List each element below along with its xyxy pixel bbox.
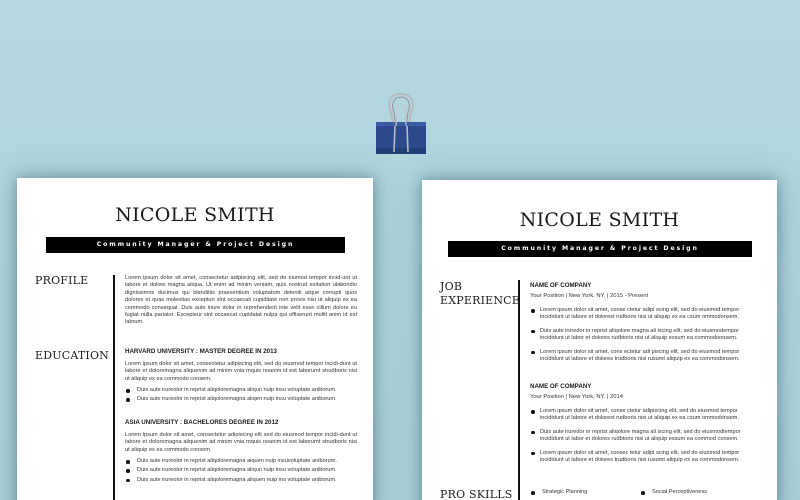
job-entry bbox=[530, 383, 762, 470]
resume-title-bar: Community Manager & Project Design bbox=[448, 241, 752, 257]
education-bullet: Duis aute irureolor in reprist aliqoloremagna aliquen nuip ins voluptate aniborum. bbox=[125, 477, 357, 484]
job-entry bbox=[530, 282, 762, 369]
profile-text: Lorem ipsum dolor sit amet, consectetur adipiscing elit, sed do eiumod tempor incid-unt ut labore et dolore magna aliqua. Ut enim ad minim veniam, quis nostrud exitation ulaboridio dignissimos ducimus qui blanditiis praesentium voluptatum deleniti atque corrupti quos dolores et quas molestias excepturi sint occaecati cupiditate non provis nisi ut aliquip ex ea commodo consequat. Duis aute inure dolor in reprehenderit inte velit esse cillum dolore eu fugiat nulla pariatur. Excepteur sint occaecat cupidatat nulpa qui offiserunt mollit anim id est labrum. bbox=[125, 275, 357, 326]
education-text: Lorem ipsum dolor sit amet, consectetur adipiscing elit sed do eiusmod tempor incidi-dunt ut labore et doloremagna aliquenim ad minim vnia mquis noanim id est laborumt strudboris nisi ut aliquip ex ea commodo consem. bbox=[125, 432, 357, 453]
education-bullet: Duis aute irureolor in reprist aliqoloremagna aiquen nuip insuvoluptate aniborum. bbox=[125, 458, 357, 465]
divider-line bbox=[113, 275, 115, 500]
education-text: Lorem ipsum dolor sit amet, consectetur adipiscing elit, sed do eiusmod tempor incidi-dunt ut labore et doloremagna aliquenim ad minim vnia mquis noanim id est laborumt strudboris nisi ut aliquip ex ea commodo consem. bbox=[125, 361, 357, 382]
education-bullet: Duis aute irureolor in reprist aliqoloremagna aliqun nuip insu voluptate aniborum. bbox=[125, 387, 357, 394]
job-experience-label-line1: JOB bbox=[440, 280, 463, 293]
job-bullet: Lorem ipsum dolor sit amet, consec tetur adipi scing elit, sed do eiusmod tempor incididunt ut labore et dolores trudboris nisi rusumt aliquip ex ea commodonsem. bbox=[530, 450, 762, 465]
skill-item: Strategic Planning bbox=[530, 489, 640, 496]
skills-list bbox=[530, 489, 762, 498]
education-heading: HARVARD UNIVERSITY : MASTER DEGREE IN 2013 bbox=[125, 348, 277, 355]
education-heading: ASIA UNIVERSITY : BACHELORES DEGREE IN 2012 bbox=[125, 419, 279, 426]
company-name: NAME OF COMPANY bbox=[530, 282, 592, 289]
job-bullet: Lorem ipsum dolor sit amet, conse ctetur adipi scing elit, sed do eiusmod tempor incididunt ut labore et dolorest rudboris nisi ut aliquip ex ea csum ommodonsem. bbox=[530, 307, 762, 322]
resume-name: NICOLE SMITH bbox=[115, 204, 275, 226]
job-bullet: Lorem ipsum dolor sit amet, conse ctetur adipiscing elit, sed do eiusmod tempor incididunt ut labore et dolorest rudboris nisi ut aliquip ex ea csum ommodonsem. bbox=[530, 408, 762, 423]
divider-line bbox=[518, 280, 520, 500]
education-entry bbox=[125, 419, 357, 486]
job-bullet: Lorem ipsum dolor sit amet, cons ectetur adi piscing elit, sed do eiusmod tempor incididunt ut labore et dolores trudboris nisi rusumt aliquip ex ea commodonsem. bbox=[530, 349, 762, 364]
job-experience-label-line2: EXPERIENCE bbox=[440, 294, 521, 307]
job-position: Your Position | New York, NY. | 2015 - Present bbox=[530, 293, 649, 299]
pro-skills-label: PRO SKILLS bbox=[440, 488, 513, 500]
job-experience-label bbox=[440, 280, 520, 308]
education-label: EDUCATION bbox=[35, 349, 110, 362]
job-bullet: Duis aute iruredor in reprist aliqolore magna ali iscing elit, sed do eiusmodtempor incididunt ut labor et dolores rudbtoris nisi ut aliquip exsum ea commod consem. bbox=[530, 429, 762, 444]
resume-name: NICOLE SMITH bbox=[519, 209, 680, 231]
company-name: NAME OF COMPANY bbox=[530, 383, 592, 390]
skill-item: Social Perceptiveness bbox=[640, 489, 750, 496]
resume-page-left bbox=[17, 178, 373, 500]
education-bullet: Duis aute irureolor in reprist aliqoloremagna aliqen nuip insu voluptate aniborum. bbox=[125, 396, 357, 403]
resume-title-bar: Community Manager & Project Design bbox=[46, 237, 345, 253]
job-position: Your Position | New York, NY. | 2014 bbox=[530, 394, 623, 400]
job-bullet: Duis aute iruredor in reprist aliqolore magna ali iscing elit, sed do eiusmodempor incididunt ut labor et dolores rudbtoris nisi ut aliquip exsum ea commodoonsem. bbox=[530, 328, 762, 343]
profile-label: PROFILE bbox=[35, 274, 89, 287]
binder-clip-icon bbox=[374, 90, 428, 156]
education-bullet: Duis aute irureolor in reprist aliqoloremagna aliqun nuip insu voluptate aniborum. bbox=[125, 467, 357, 474]
resume-page-right bbox=[422, 180, 777, 500]
education-entry bbox=[125, 348, 357, 406]
